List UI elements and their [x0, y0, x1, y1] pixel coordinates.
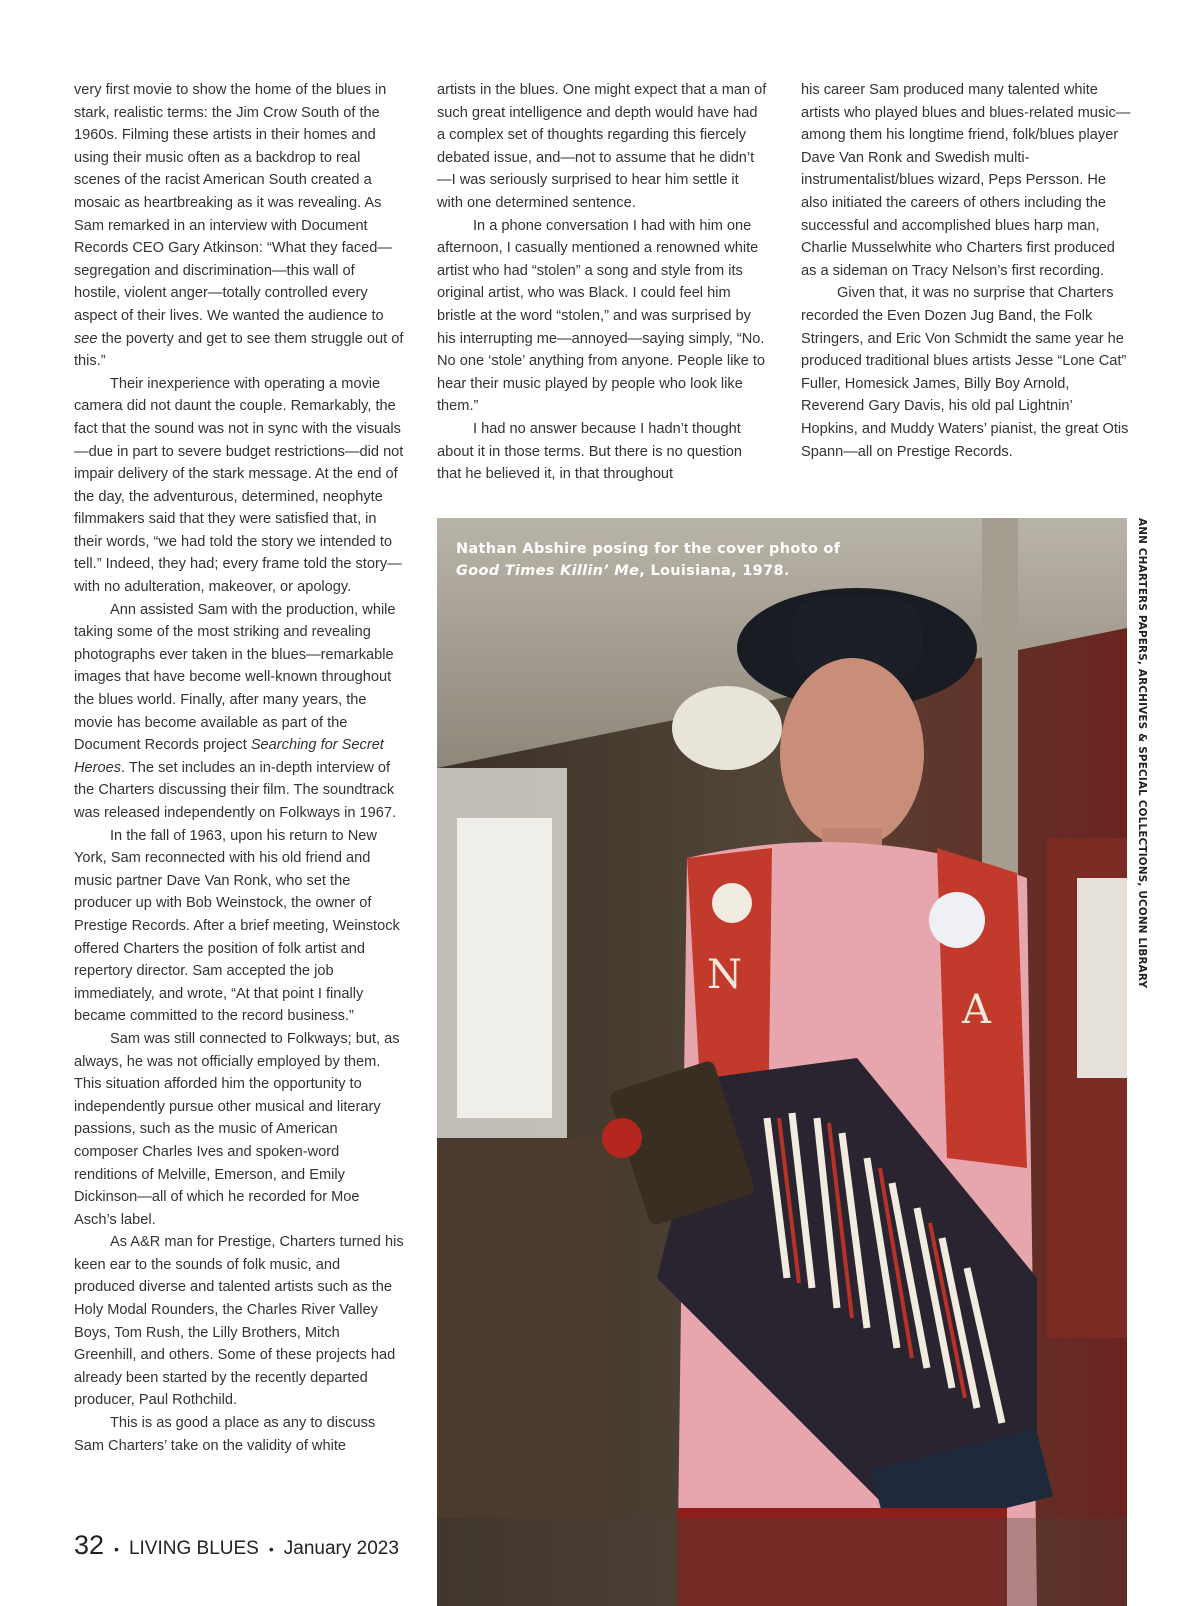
- vest-letter-left: N: [707, 952, 742, 998]
- paragraph: Sam was still connected to Folkways; but, as always, he was not officially employed by them. This situation afforded him the opportunity to independently pursue other musical and literary passions, such as the music of American composer Charles Ives and spoken-word renditions of Melville, Emerson, and Emily Dickinson—all of which he recorded for Moe Asch’s label.: [74, 1030, 400, 1228]
- article-column-1: [74, 79, 404, 1457]
- photo-illustration: [437, 518, 1127, 1606]
- paragraph: his career Sam produced many talented white artists who played blues and blues-related music—among them his longtime friend, folk/blues player Dave Van Ronk and Swedish multi-instrumentalist/blues wizard, Peps Persson. He also initiated the careers of others including the successful and accomplished blues harp man, Charlie Musselwhite who Charters first produced as a sideman on Tracy Nelson’s first recording.: [801, 82, 1131, 279]
- article-column-2: [437, 79, 767, 486]
- paragraph: I had no answer because I hadn’t thought about it in those terms. But there is no question that he believed it, in that throughout: [437, 420, 743, 483]
- paragraph: As A&R man for Prestige, Charters turned his keen ear to the sounds of folk music, and produced diverse and talented artists such as the Holy Modal Rounders, the Charles River Valley Boys, Tom Rush, the Lilly Brothers, Mitch Greenhill, and others. Some of these projects had already been started by the recently departed producer, Paul Rothchild.: [74, 1234, 404, 1409]
- paragraph: very first movie to show the home of the blues in stark, realistic terms: the Jim Crow South of the 1960s. Filming these artists in their homes and using their music often as a backdrop to real scenes of the racist American South created a mosaic as heartbreaking as it was revealing. As Sam remarked in an interview with Document Records CEO Gary Atkinson: “What they faced—segregation and discrimination—this wall of hostile, violent anger—totally controlled every aspect of their lives. We wanted the audience to see the poverty and get to see them struggle out of this.”: [74, 82, 404, 370]
- magazine-name: LIVING BLUES: [128, 1538, 259, 1559]
- photo-credit: ANN CHARTERS PAPERS, ARCHIVES & SPECIAL COLLECTIONS, UCONN LIBRARY: [1136, 518, 1148, 989]
- photo-caption: Nathan Abshire posing for the cover photo of Good Times Killin’ Me, Louisiana, 1978.: [456, 541, 841, 579]
- page-footer: [74, 1530, 399, 1561]
- paragraph: In the fall of 1963, upon his return to New York, Sam reconnected with his old friend and music partner Dave Van Ronk, who set the producer up with Bob Weinstock, the owner of Prestige Records. After a brief meeting, Weinstock offered Charters the position of folk artist and repertory director. Sam accepted the job immediately, and wrote, “At that point I finally became committed to the record business.”: [74, 827, 400, 1025]
- paragraph: Their inexperience with operating a movie camera did not daunt the couple. Remarkably, the fact that the sound was not in sync with the visuals—due in part to severe budget restrictions—did not impair delivery of the stark message. At the end of the day, the adventurous, determined, neophyte filmmakers said that they were satisfied that, in their words, “we had told the story we intended to tell.” Indeed, they had; every frame told the story—with no adulteration, makeover, or apology.: [74, 375, 404, 596]
- article-column-3: [801, 79, 1131, 463]
- page-number: 32: [74, 1530, 105, 1560]
- paragraph: artists in the blues. One might expect that a man of such great intelligence and depth would have had a complex set of thoughts regarding this fiercely debated issue, and—not to assume that he didn’t—I was seriously surprised to hear him settle it with one determined sentence.: [437, 82, 767, 211]
- paragraph: In a phone conversation I had with him one afternoon, I casually mentioned a renowned white artist who had “stolen” a song and style from its original artist, who was Black. I could feel him bristle at the word “stolen,” and was surprised by his interrupting me—annoyed—saying simply, “No. No one ‘stole’ anything from anyone. People like to hear their music played by people who look like them.”: [437, 217, 766, 415]
- issue-date: January 2023: [283, 1538, 399, 1559]
- paragraph: Ann assisted Sam with the production, while taking some of the most striking and revealing photographs ever taken in the blues—remarkable images that have become well-known throughout the blues world. Finally, after many years, the movie has become available as part of the Document Records project Searching for Secret Heroes. The set includes an in-depth interview of the Charters discussing their film. The soundtrack was released independently on Folkways in 1967.: [74, 601, 397, 821]
- vest-letter-right: A: [962, 987, 991, 1033]
- paragraph: This is as good a place as any to discuss Sam Charters’ take on the validity of white: [74, 1415, 376, 1454]
- separator: •: [114, 1541, 119, 1557]
- paragraph: Given that, it was no surprise that Charters recorded the Even Dozen Jug Band, the Folk Stringers, and Eric Von Schmidt the same year he produced traditional blues artists Jesse “Lone Cat” Fuller, Homesick James, Billy Boy Arnold, Reverend Gary Davis, his old pal Lightnin’ Hopkins, and Muddy Waters’ pianist, the great Otis Spann—all on Prestige Records.: [801, 285, 1129, 460]
- photo-nathan-abshire: [437, 518, 1127, 1606]
- separator: •: [268, 1541, 274, 1557]
